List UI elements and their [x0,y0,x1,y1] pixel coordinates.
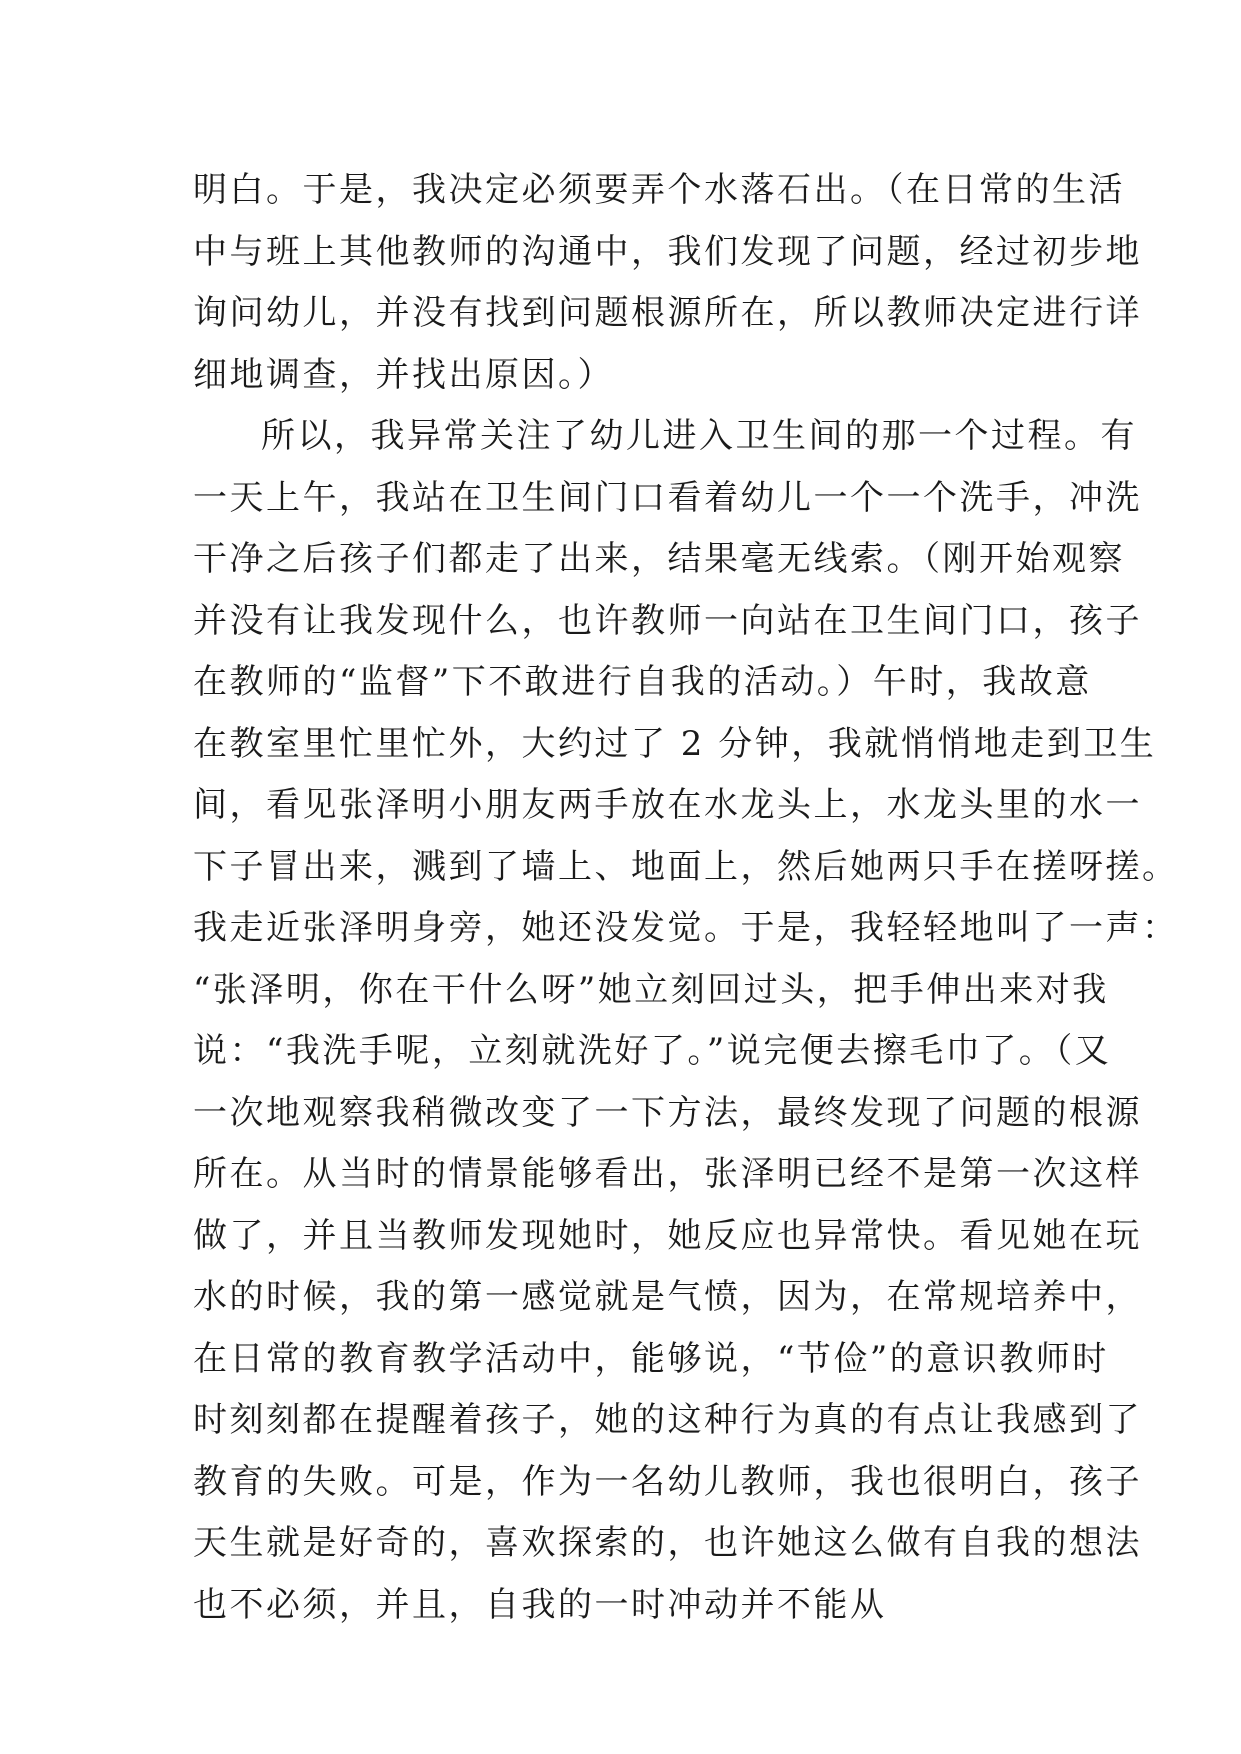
text-line: 间，看见张泽明小朋友两手放在水龙头上，水龙头里的水一 [193,785,1142,825]
text-line: 干净之后孩子们都走了出来，结果毫无线索。（刚开始观察 [193,539,1125,579]
text-line: 在教室里忙里忙外，大约过了 2 分钟，我就悄悄地走到卫生 [193,723,1157,764]
text-line: 中与班上其他教师的沟通中，我们发现了问题，经过初步地 [193,231,1142,272]
text-line: 所以，我异常关注了幼儿进入卫生间的那一个过程。有 [261,416,1137,456]
text-line: 天生就是好奇的，喜欢探索的，也许她这么做有自我的想法 [193,1523,1142,1563]
text-line: 时刻刻都在提醒着孩子，她的这种行为真的有点让我感到了 [193,1400,1142,1440]
text-line: 一天上午，我站在卫生间门口看着幼儿一个一个洗手，冲洗 [193,477,1142,518]
text-line: 所在。从当时的情景能够看出，张泽明已经不是第一次这样 [193,1154,1142,1194]
text-line: 下子冒出来，溅到了墙上、地面上，然后她两只手在搓呀搓。 [193,846,1179,887]
text-line: 水的时候，我的第一感觉就是气愤，因为，在常规培养中， [193,1277,1142,1317]
text-line: 在日常的教育教学活动中，能够说，“节俭”的意识教师时 [193,1338,1109,1379]
text-line: 明白。于是，我决定必须要弄个水落石出。（在日常的生活 [193,170,1125,210]
text-line: 教育的失败。可是，作为一名幼儿教师，我也很明白，孩子 [193,1461,1142,1502]
text-line: “张泽明，你在干什么呀”她立刻回过头，把手伸出来对我 [193,969,1109,1010]
text-line: 细地调查，并找出原因。） [193,354,614,395]
text-line: 并没有让我发现什么，也许教师一向站在卫生间门口，孩子 [193,600,1142,641]
text-line: 在教师的“监督”下不敢进行自我的活动。）午时，我故意 [193,662,1092,702]
text-line: 做了，并且当教师发现她时，她反应也异常快。看见她在玩 [193,1215,1142,1256]
text-line: 我走近张泽明身旁，她还没发觉。于是，我轻轻地叫了一声： [193,908,1179,948]
text-line: 询问幼儿，并没有找到问题根源所在，所以教师决定进行详 [193,293,1142,333]
text-line: 一次地观察我稍微改变了一下方法，最终发现了问题的根源 [193,1092,1142,1133]
body-text [193,160,1179,1636]
text-line: 也不必须，并且，自我的一时冲动并不能从 [193,1584,887,1625]
text-line: 说：“我洗手呢，立刻就洗好了。”说完便去擦毛巾了。（又 [193,1031,1112,1071]
